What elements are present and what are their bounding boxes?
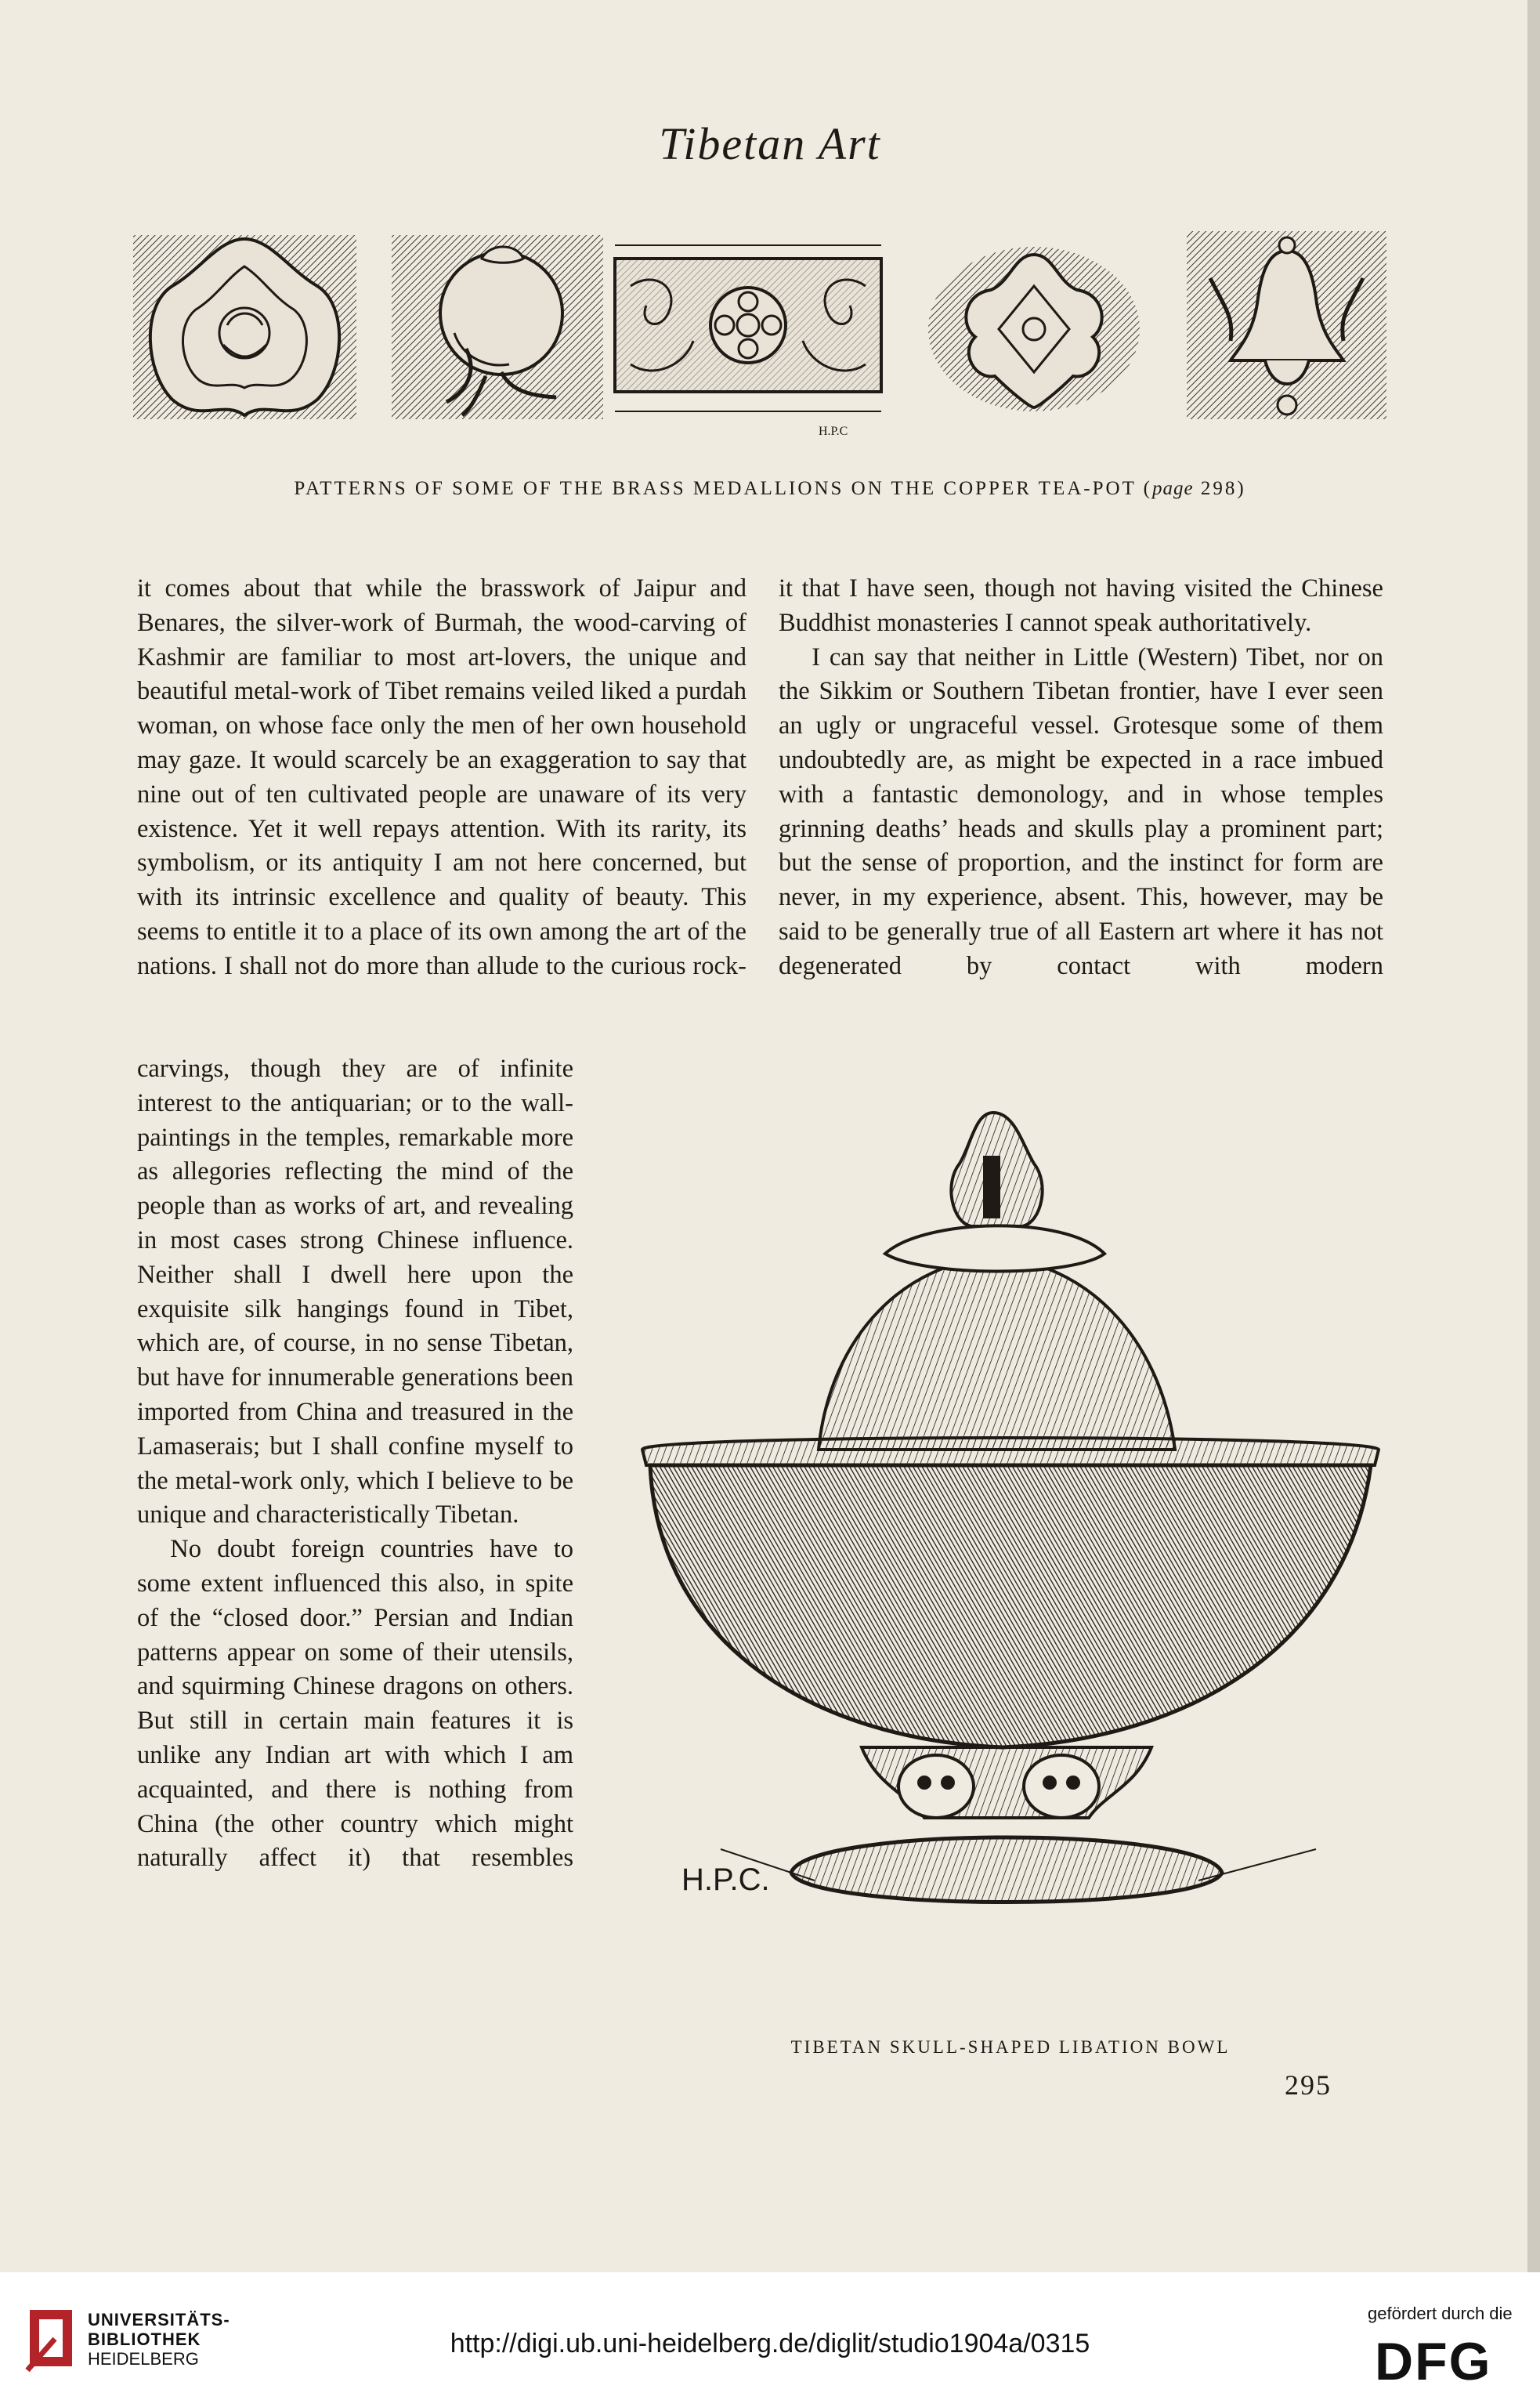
top-figure-signature: H.P.C [819,425,848,438]
bell-medallion-illustration [1187,223,1386,435]
paragraph: I can say that neither in Little (Western) Tibet, nor on the Sikkim or Southern Tibetan frontier, have I ever seen an ugly or ungraceful vessel. Grotesque some of them undoubtedly are, as might be expected in a race imbued with a fantastic demonology, and in whose temples grinning deaths’ heads and skulls play a prominent part; but the sense of proportion, and the instinct for form are never, in my experience, absent. This, however, may be said to be generally true of all Eastern art where it has not degenerated by contact with modern [779,643,1383,980]
permalink-url[interactable]: http://digi.ub.uni-heidelberg.de/diglit/studio1904a/0315 [450,2329,1090,2358]
top-caption-page-num: 298) [1193,478,1246,499]
top-figure-caption [0,478,1540,500]
library-name-line2: BIBLIOTHEK [88,2329,201,2349]
funder-label: gefördert durch die [1368,2304,1513,2323]
pomegranate-medallion-illustration [392,223,603,435]
paragraph: No doubt foreign countries have to some extent influenced this also, in spite of the “closed door.” Persian and Indian patterns appear on some of their utensils, and squirming Chinese dragons on others. But still in certain main features it is unlike any Indian art with which I am acquainted, and there is nothing from China (the other country which might naturally affect it) that resembles [137,1535,573,1873]
dfg-logo[interactable]: DFG [1375,2332,1492,2391]
page-edge [1527,0,1540,2272]
paragraph-continued: carvings, though they are of infinite interest to the antiquarian; or to the wall-paintings in the temples, remarkable more as allegories reflecting the mind of the people than as works of art, and revealing in most cases strong Chinese influence. Neither shall I dwell here upon the exquisite silk hangings found in Tibet, which are, of course, in no sense Tibetan, but have for innumerable generations been imported from China and treasured in the Lamaserais; but I shall confine myself to the metal-work only, which I believe to be unique and characteristically Tibetan. [137,1055,573,1529]
left-column-narrow [137,1052,573,1876]
top-caption-text: PATTERNS OF SOME OF THE BRASS MEDALLIONS ON THE COPPER TEA-POT ( [294,478,1152,499]
heart-medallion-illustration [133,223,356,435]
library-name-line1: UNIVERSITÄTS- [88,2310,230,2329]
medallion-illustrations [133,223,1394,447]
floral-band-medallion-illustration [607,223,885,443]
right-column [779,572,1383,984]
left-column-top [137,572,747,984]
running-title: Tibetan Art [659,118,881,169]
footer-bar [0,2272,1540,2400]
page-number: 295 [1285,2069,1332,2101]
libation-bowl-illustration [627,1097,1398,2022]
bowl-caption: TIBETAN SKULL-SHAPED LIBATION BOWL [790,2037,1231,2057]
bowl-signature: H.P.C. [681,1862,770,1897]
quatrefoil-medallion-illustration [924,223,1144,435]
paragraph: it that I have seen, though not having visited the Chinese Buddhist monasteries I cannot speak authoritatively. [779,574,1383,637]
library-name-line3: HEIDELBERG [88,2349,199,2369]
paragraph: it comes about that while the brasswork of Jaipur and Benares, the silver-work of Burmah, the wood-carving of Kashmir are familiar to most art-lovers, the unique and beautiful metal-work of Tibet remains veiled liked a purdah woman, on whose face only the men of her own household may gaze. It would scarcely be an exaggeration to say that nine out of ten cultivated people are unaware of its very existence. Yet it well repays attention. With its rarity, its symbolism, or its antiquity I am not here concerned, but with its intrinsic excellence and quality of beauty. This seems to entitle it to a place of its own among the art of the nations. I shall not do more than allude to the curious rock- [137,574,747,980]
top-caption-page-word: page [1151,478,1194,499]
